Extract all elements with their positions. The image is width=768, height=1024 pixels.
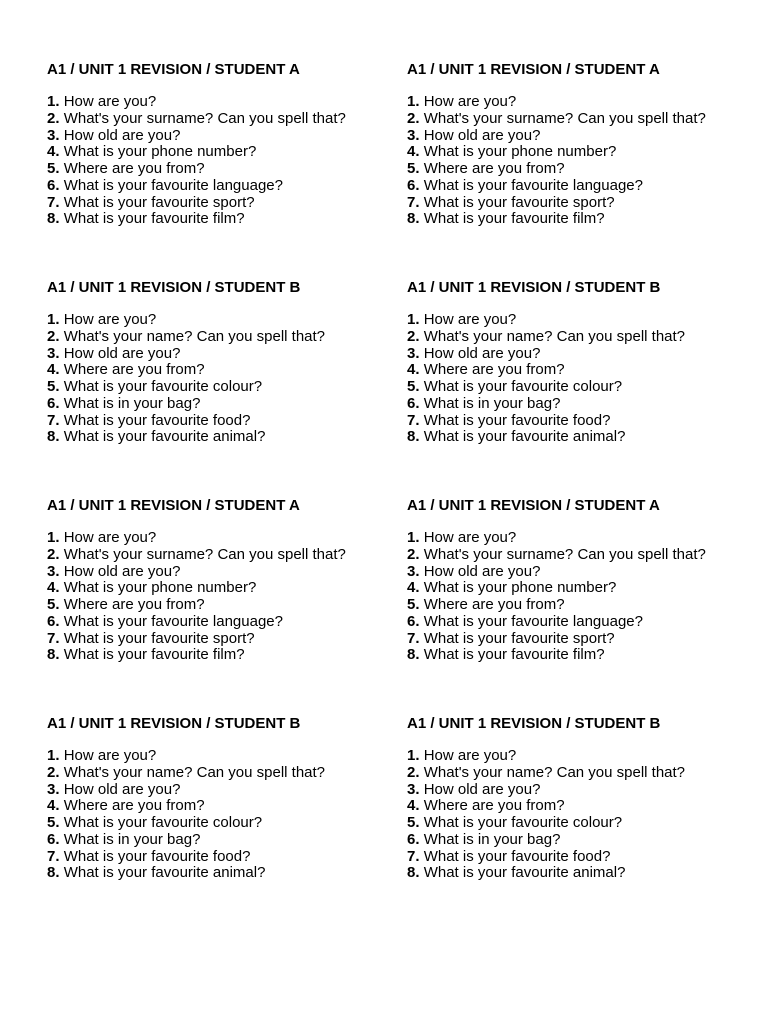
question-item — [407, 379, 757, 396]
question-list — [47, 748, 397, 882]
question-item — [407, 547, 757, 564]
question-text: What's your surname? Can you spell that? — [423, 545, 706, 563]
question-number: 1. — [407, 747, 420, 764]
question-item — [47, 597, 397, 614]
question-item — [47, 429, 397, 446]
question-text: How are you? — [63, 311, 157, 328]
question-text: How are you? — [423, 93, 517, 110]
question-text: What is your phone number? — [63, 143, 257, 161]
question-item — [407, 782, 757, 799]
question-number: 6. — [47, 394, 60, 412]
question-number: 2. — [407, 763, 420, 781]
question-list — [47, 312, 397, 446]
question-item — [407, 329, 757, 346]
question-number: 4. — [47, 143, 60, 161]
question-item — [47, 329, 397, 346]
card-title: A1 / UNIT 1 REVISION / STUDENT B — [47, 279, 301, 296]
question-text: What is your favourite food? — [423, 411, 611, 429]
question-item — [47, 346, 397, 363]
question-number: 4. — [47, 361, 60, 379]
question-number: 6. — [47, 612, 60, 630]
question-item — [47, 144, 397, 161]
question-number: 5. — [47, 378, 60, 395]
question-item — [407, 865, 757, 882]
question-text: How are you? — [63, 747, 157, 764]
question-number: 6. — [47, 830, 60, 848]
question-number: 4. — [407, 361, 420, 379]
question-text: What is your favourite film? — [423, 210, 605, 228]
question-number: 6. — [407, 394, 420, 412]
question-text: What is your favourite colour? — [423, 378, 623, 395]
question-number: 7. — [407, 411, 420, 429]
question-number: 8. — [407, 428, 420, 446]
question-item — [407, 312, 757, 329]
question-number: 2. — [407, 545, 420, 563]
question-number: 2. — [407, 327, 420, 345]
question-text: What is in your bag? — [63, 830, 201, 848]
question-text: How are you? — [423, 311, 517, 328]
question-item — [407, 564, 757, 581]
question-number: 3. — [47, 780, 60, 798]
question-text: What is in your bag? — [423, 830, 561, 848]
question-item — [47, 396, 397, 413]
question-text: What is your favourite animal? — [423, 428, 626, 446]
question-item — [47, 161, 397, 178]
question-item — [407, 94, 757, 111]
question-number: 5. — [47, 596, 60, 613]
question-text: How old are you? — [423, 344, 541, 362]
question-number: 1. — [47, 93, 60, 110]
question-item — [407, 161, 757, 178]
question-number: 5. — [47, 160, 60, 177]
question-text: How old are you? — [63, 126, 181, 144]
question-item — [47, 94, 397, 111]
question-number: 7. — [407, 629, 420, 647]
question-list — [407, 94, 757, 228]
question-number: 8. — [407, 864, 420, 882]
question-text: What is your favourite language? — [63, 176, 283, 194]
question-text: What is your favourite colour? — [423, 814, 623, 831]
question-text: What is your phone number? — [423, 143, 617, 161]
question-number: 1. — [47, 311, 60, 328]
question-number: 3. — [47, 562, 60, 580]
question-item — [407, 748, 757, 765]
question-item — [47, 580, 397, 597]
question-text: Where are you from? — [423, 160, 565, 177]
question-text: What's your name? Can you spell that? — [423, 763, 686, 781]
question-item — [407, 815, 757, 832]
question-item — [47, 362, 397, 379]
question-item — [407, 211, 757, 228]
question-item — [47, 530, 397, 547]
question-text: What's your surname? Can you spell that? — [63, 545, 346, 563]
revision-card-student-b — [47, 279, 397, 446]
question-item — [407, 832, 757, 849]
revision-card-student-a — [407, 497, 757, 664]
question-item — [47, 195, 397, 212]
card-title: A1 / UNIT 1 REVISION / STUDENT B — [47, 715, 301, 732]
question-item — [47, 379, 397, 396]
question-number: 6. — [407, 176, 420, 194]
question-item — [407, 631, 757, 648]
question-number: 2. — [47, 763, 60, 781]
question-text: What's your surname? Can you spell that? — [423, 109, 706, 127]
revision-card-student-b — [407, 279, 757, 446]
question-text: How are you? — [423, 529, 517, 546]
question-item — [47, 748, 397, 765]
revision-card-student-a — [407, 61, 757, 228]
question-text: What is your favourite colour? — [63, 814, 263, 831]
question-text: What is your favourite food? — [423, 847, 611, 865]
question-item — [407, 396, 757, 413]
question-text: Where are you from? — [423, 596, 565, 613]
question-list — [407, 748, 757, 882]
card-title: A1 / UNIT 1 REVISION / STUDENT A — [47, 61, 300, 78]
question-number: 5. — [407, 160, 420, 177]
question-number: 2. — [47, 109, 60, 127]
question-item — [407, 178, 757, 195]
question-number: 8. — [407, 646, 420, 664]
question-number: 1. — [407, 311, 420, 328]
question-item — [407, 798, 757, 815]
question-item — [47, 765, 397, 782]
question-text: Where are you from? — [63, 797, 205, 815]
question-item — [47, 111, 397, 128]
question-item — [47, 832, 397, 849]
question-item — [407, 413, 757, 430]
question-number: 5. — [47, 814, 60, 831]
question-number: 2. — [47, 545, 60, 563]
question-number: 6. — [47, 176, 60, 194]
revision-card-student-a — [47, 497, 397, 664]
question-text: How old are you? — [423, 562, 541, 580]
question-text: What is your favourite sport? — [423, 629, 615, 647]
question-item — [47, 178, 397, 195]
question-item — [407, 362, 757, 379]
question-text: What is your favourite animal? — [423, 864, 626, 882]
question-item — [47, 782, 397, 799]
question-item — [407, 346, 757, 363]
question-number: 3. — [407, 562, 420, 580]
question-text: Where are you from? — [423, 361, 565, 379]
question-item — [47, 815, 397, 832]
question-text: What is your phone number? — [63, 579, 257, 597]
question-text: Where are you from? — [423, 797, 565, 815]
question-text: How are you? — [63, 529, 157, 546]
question-text: How are you? — [63, 93, 157, 110]
question-number: 7. — [47, 847, 60, 865]
question-number: 8. — [407, 210, 420, 228]
question-item — [407, 195, 757, 212]
question-number: 8. — [47, 646, 60, 664]
question-text: How old are you? — [423, 780, 541, 798]
question-number: 2. — [47, 327, 60, 345]
question-text: What is your favourite animal? — [63, 864, 266, 882]
question-text: What is your favourite colour? — [63, 378, 263, 395]
question-item — [47, 647, 397, 664]
question-number: 7. — [47, 629, 60, 647]
question-item — [407, 765, 757, 782]
question-text: How old are you? — [423, 126, 541, 144]
question-item — [407, 614, 757, 631]
question-text: What is your favourite language? — [423, 176, 643, 194]
question-number: 4. — [407, 143, 420, 161]
question-text: What is your favourite food? — [63, 411, 251, 429]
question-number: 3. — [407, 344, 420, 362]
question-text: What is your favourite film? — [423, 646, 605, 664]
question-text: How old are you? — [63, 344, 181, 362]
question-item — [407, 429, 757, 446]
question-item — [407, 647, 757, 664]
question-list — [47, 530, 397, 664]
question-text: What is in your bag? — [63, 394, 201, 412]
question-item — [407, 580, 757, 597]
question-item — [407, 111, 757, 128]
question-number: 4. — [407, 797, 420, 815]
card-title: A1 / UNIT 1 REVISION / STUDENT B — [407, 715, 661, 732]
question-item — [407, 849, 757, 866]
question-text: What is in your bag? — [423, 394, 561, 412]
question-text: Where are you from? — [63, 596, 205, 613]
question-number: 8. — [47, 210, 60, 228]
question-item — [47, 798, 397, 815]
question-number: 1. — [47, 747, 60, 764]
card-title: A1 / UNIT 1 REVISION / STUDENT A — [407, 61, 660, 78]
question-item — [407, 530, 757, 547]
card-title: A1 / UNIT 1 REVISION / STUDENT B — [407, 279, 661, 296]
question-number: 7. — [47, 411, 60, 429]
question-text: What is your favourite sport? — [423, 193, 615, 211]
question-number: 1. — [47, 529, 60, 546]
question-text: How old are you? — [63, 780, 181, 798]
card-title: A1 / UNIT 1 REVISION / STUDENT A — [407, 497, 660, 514]
revision-card-student-b — [407, 715, 757, 882]
question-number: 5. — [407, 378, 420, 395]
question-number: 8. — [47, 864, 60, 882]
question-item — [47, 631, 397, 648]
question-number: 3. — [47, 344, 60, 362]
question-text: What is your favourite sport? — [63, 629, 255, 647]
question-item — [407, 597, 757, 614]
question-text: How old are you? — [63, 562, 181, 580]
question-number: 3. — [47, 126, 60, 144]
question-number: 7. — [407, 193, 420, 211]
question-item — [407, 144, 757, 161]
question-number: 6. — [407, 830, 420, 848]
question-text: What is your favourite food? — [63, 847, 251, 865]
question-number: 7. — [47, 193, 60, 211]
question-item — [47, 614, 397, 631]
question-list — [407, 530, 757, 664]
question-text: Where are you from? — [63, 361, 205, 379]
question-number: 5. — [407, 814, 420, 831]
question-number: 4. — [47, 579, 60, 597]
question-text: Where are you from? — [63, 160, 205, 177]
question-number: 3. — [407, 780, 420, 798]
question-text: What is your favourite film? — [63, 646, 245, 664]
question-item — [47, 564, 397, 581]
question-text: What is your favourite language? — [423, 612, 643, 630]
question-text: What is your phone number? — [423, 579, 617, 597]
question-text: What's your name? Can you spell that? — [63, 763, 326, 781]
question-number: 7. — [407, 847, 420, 865]
question-text: How are you? — [423, 747, 517, 764]
question-item — [47, 849, 397, 866]
revision-card-student-b — [47, 715, 397, 882]
card-title: A1 / UNIT 1 REVISION / STUDENT A — [47, 497, 300, 514]
question-number: 5. — [407, 596, 420, 613]
question-text: What is your favourite sport? — [63, 193, 255, 211]
question-text: What is your favourite language? — [63, 612, 283, 630]
question-item — [47, 865, 397, 882]
question-list — [407, 312, 757, 446]
question-item — [47, 128, 397, 145]
question-item — [47, 312, 397, 329]
question-number: 8. — [47, 428, 60, 446]
question-item — [47, 413, 397, 430]
question-number: 6. — [407, 612, 420, 630]
question-number: 1. — [407, 529, 420, 546]
question-number: 1. — [407, 93, 420, 110]
revision-card-student-a — [47, 61, 397, 228]
question-text: What is your favourite animal? — [63, 428, 266, 446]
question-number: 3. — [407, 126, 420, 144]
question-number: 4. — [407, 579, 420, 597]
question-item — [47, 211, 397, 228]
question-list — [47, 94, 397, 228]
question-item — [407, 128, 757, 145]
question-text: What's your surname? Can you spell that? — [63, 109, 346, 127]
question-text: What's your name? Can you spell that? — [63, 327, 326, 345]
question-number: 4. — [47, 797, 60, 815]
question-number: 2. — [407, 109, 420, 127]
question-text: What's your name? Can you spell that? — [423, 327, 686, 345]
question-text: What is your favourite film? — [63, 210, 245, 228]
question-item — [47, 547, 397, 564]
